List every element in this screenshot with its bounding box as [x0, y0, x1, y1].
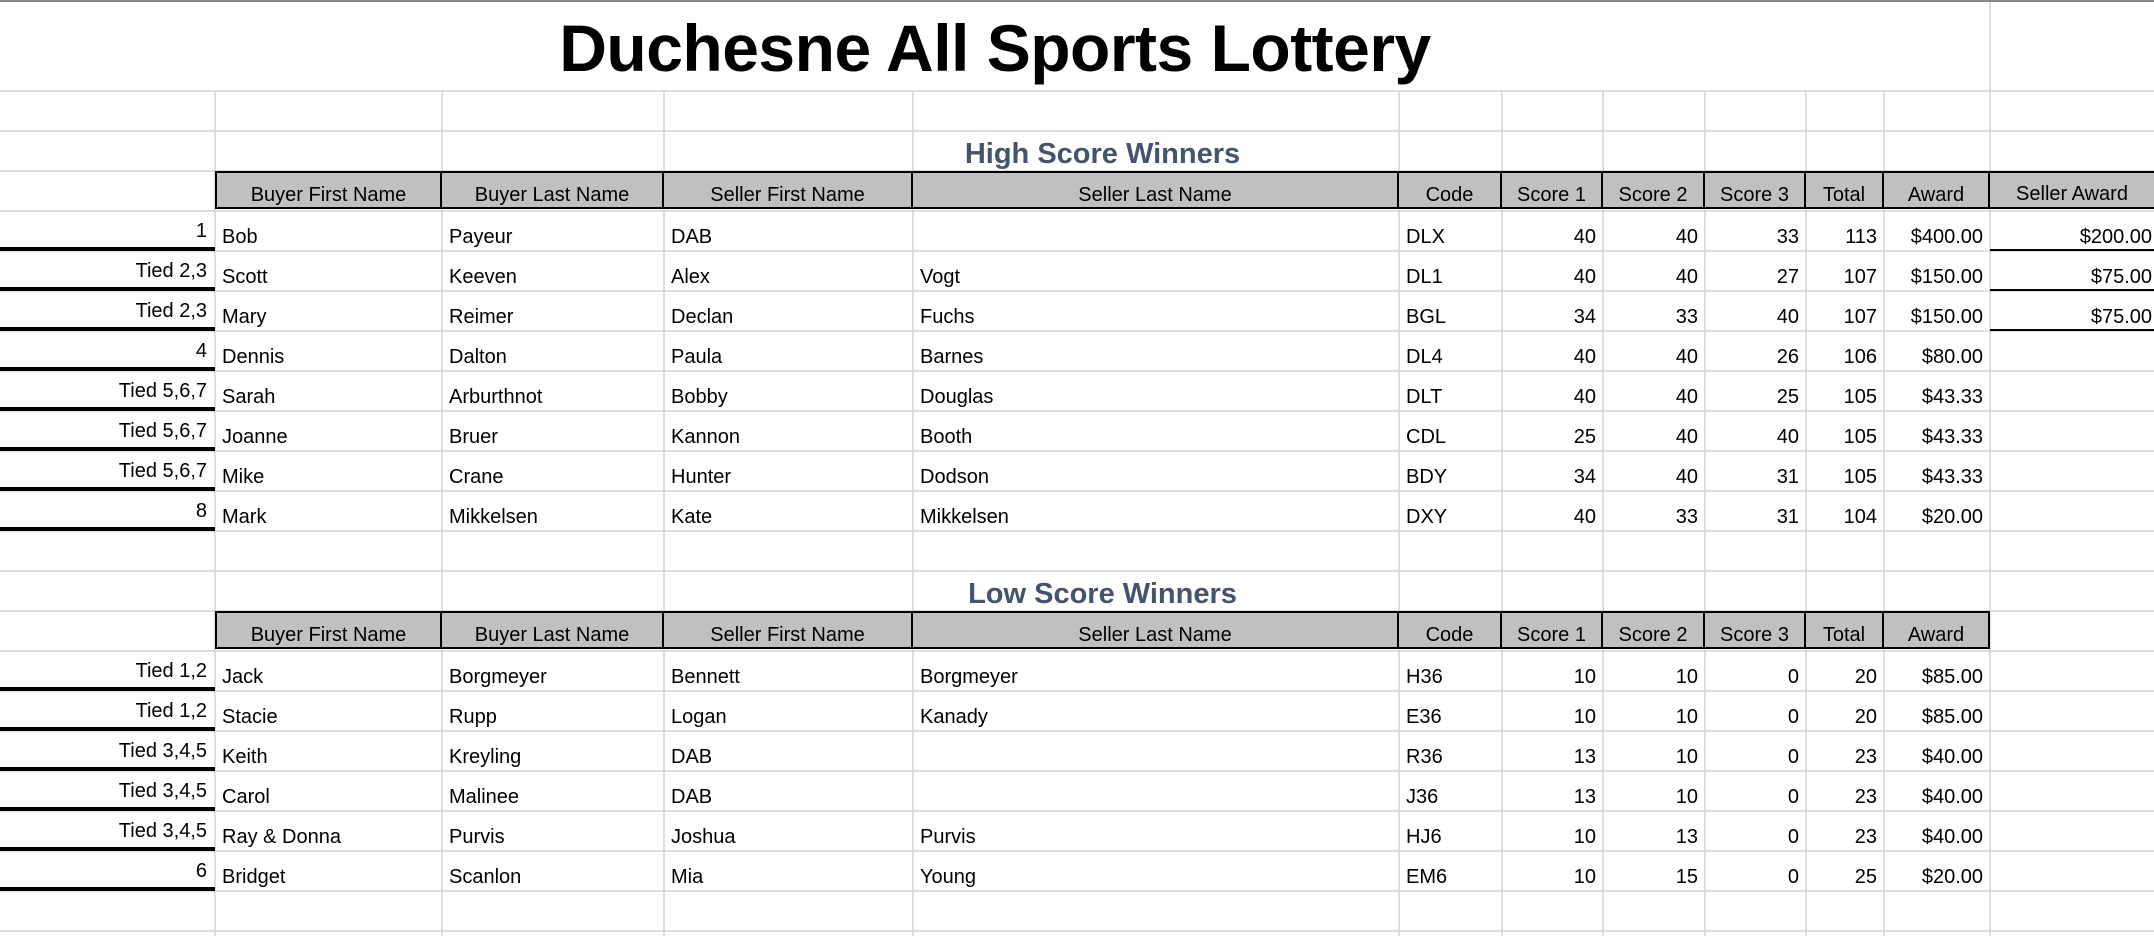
score-1-header: Score 1 — [1502, 613, 1603, 649]
code-cell: H36 — [1406, 666, 1443, 688]
seller-last-name-cell: Mikkelsen — [920, 506, 1009, 528]
rank-label: Tied 2,3 — [0, 251, 215, 291]
seller-first-name-cell: Kannon — [671, 426, 740, 448]
buyer-first-name-cell: Mark — [222, 506, 267, 528]
sheet-title: Duchesne All Sports Lottery — [559, 11, 1431, 85]
seller-last-name-cell: Dodson — [920, 466, 989, 488]
score-2-cell: 33 — [1675, 506, 1698, 528]
code-cell: DL1 — [1406, 266, 1443, 288]
seller-last-name-header: Seller Last Name — [913, 173, 1399, 209]
score-2-header: Score 2 — [1603, 613, 1705, 649]
buyer-last-name-cell: Scanlon — [449, 866, 522, 888]
seller-first-name-header: Seller First Name — [664, 173, 913, 209]
score-3-cell: 31 — [1776, 466, 1799, 488]
score-3-cell: 0 — [1787, 866, 1799, 888]
award-cell: $43.33 — [1921, 426, 1983, 448]
award-header: Award — [1884, 613, 1990, 649]
table-row — [0, 211, 2154, 251]
score-3-cell: 33 — [1776, 226, 1799, 248]
buyer-first-name-cell: Mary — [222, 306, 267, 328]
score-2-cell: 10 — [1675, 706, 1698, 728]
total-header: Total — [1806, 173, 1884, 209]
table-row — [0, 771, 2154, 811]
score-1-cell: 40 — [1573, 346, 1596, 368]
total-cell: 20 — [1854, 706, 1877, 728]
buyer-last-name-cell: Reimer — [449, 306, 514, 328]
score-2-header: Score 2 — [1603, 173, 1705, 209]
rank-label: Tied 3,4,5 — [0, 811, 215, 851]
seller-last-name-cell — [913, 731, 1399, 771]
score-1-cell: 25 — [1573, 426, 1596, 448]
seller-first-name-cell: Paula — [671, 346, 723, 368]
seller-first-name-cell: Bennett — [671, 666, 740, 688]
buyer-last-name-cell: Purvis — [449, 826, 505, 848]
score-2-cell: 10 — [1675, 786, 1698, 808]
score-1-cell: 40 — [1573, 266, 1596, 288]
score-2-cell: 40 — [1675, 226, 1698, 248]
code-header: Code — [1399, 613, 1502, 649]
score-3-cell: 31 — [1776, 506, 1799, 528]
seller-first-name-cell: Logan — [671, 706, 727, 728]
buyer-first-name-cell: Dennis — [222, 346, 285, 368]
buyer-last-name-cell: Keeven — [449, 266, 517, 288]
table-row — [0, 371, 2154, 411]
seller-last-name-cell: Barnes — [920, 346, 984, 368]
high-score-title: High Score Winners — [964, 138, 1241, 170]
buyer-last-name-cell: Kreyling — [449, 746, 522, 768]
score-1-cell: 10 — [1573, 706, 1596, 728]
score-2-cell: 40 — [1675, 426, 1698, 448]
buyer-first-name-cell: Bob — [222, 226, 258, 248]
score-2-cell: 40 — [1675, 346, 1698, 368]
score-1-cell: 40 — [1573, 386, 1596, 408]
buyer-first-name-cell: Jack — [222, 666, 264, 688]
buyer-last-name-cell: Payeur — [449, 226, 513, 248]
seller-first-name-cell: DAB — [671, 746, 713, 768]
total-cell: 105 — [1843, 386, 1877, 408]
score-1-cell: 10 — [1573, 866, 1596, 888]
rank-label: Tied 1,2 — [0, 651, 215, 691]
seller-first-name-cell: Joshua — [671, 826, 736, 848]
buyer-first-name-cell: Scott — [222, 266, 268, 288]
score-2-cell: 40 — [1675, 466, 1698, 488]
table-row — [0, 451, 2154, 491]
rank-label: 6 — [0, 851, 215, 891]
award-cell: $40.00 — [1921, 786, 1983, 808]
award-header: Award — [1884, 173, 1990, 209]
seller-first-name-cell: DAB — [671, 786, 713, 808]
award-cell: $40.00 — [1921, 746, 1983, 768]
total-cell: 107 — [1843, 266, 1877, 288]
code-cell: E36 — [1406, 706, 1442, 728]
seller-last-name-cell: Fuchs — [920, 306, 975, 328]
seller-award-cell: $75.00 — [1990, 251, 2154, 291]
award-cell: $80.00 — [1921, 346, 1983, 368]
score-2-cell: 33 — [1675, 306, 1698, 328]
seller-last-name-header: Seller Last Name — [913, 613, 1399, 649]
award-cell: $20.00 — [1921, 506, 1983, 528]
score-3-cell: 0 — [1787, 826, 1799, 848]
rank-label: Tied 5,6,7 — [0, 411, 215, 451]
seller-first-name-cell: DAB — [671, 226, 713, 248]
seller-award-cell: $200.00 — [1990, 211, 2154, 251]
buyer-first-name-cell: Stacie — [222, 706, 278, 728]
table-row — [0, 691, 2154, 731]
seller-first-name-cell: Declan — [671, 306, 734, 328]
seller-last-name-cell: Booth — [920, 426, 973, 448]
code-cell: HJ6 — [1406, 826, 1442, 848]
award-cell: $40.00 — [1921, 826, 1983, 848]
buyer-first-name-header: Buyer First Name — [215, 173, 442, 209]
rank-label: 1 — [0, 211, 215, 251]
score-1-cell: 34 — [1573, 466, 1596, 488]
total-cell: 25 — [1854, 866, 1877, 888]
total-cell: 23 — [1854, 826, 1877, 848]
buyer-last-name-cell: Crane — [449, 466, 504, 488]
code-cell: R36 — [1406, 746, 1443, 768]
low-header-row — [215, 611, 1990, 649]
buyer-last-name-cell: Borgmeyer — [449, 666, 547, 688]
score-3-cell: 0 — [1787, 786, 1799, 808]
score-2-cell: 10 — [1675, 666, 1698, 688]
total-cell: 104 — [1843, 506, 1877, 528]
seller-last-name-cell: Borgmeyer — [920, 666, 1018, 688]
rank-label: 8 — [0, 491, 215, 531]
rank-label: 4 — [0, 331, 215, 371]
rank-label: Tied 1,2 — [0, 691, 215, 731]
buyer-last-name-cell: Rupp — [449, 706, 497, 728]
seller-award-header: Seller Award — [1990, 171, 2154, 209]
table-row — [0, 411, 2154, 451]
total-cell: 20 — [1854, 666, 1877, 688]
total-cell: 23 — [1854, 746, 1877, 768]
total-cell: 105 — [1843, 466, 1877, 488]
code-header: Code — [1399, 173, 1502, 209]
score-1-cell: 40 — [1573, 506, 1596, 528]
code-cell: EM6 — [1406, 866, 1448, 888]
score-1-cell: 10 — [1573, 666, 1596, 688]
score-3-header: Score 3 — [1705, 613, 1806, 649]
high-header-row — [215, 171, 1990, 209]
buyer-last-name-cell: Mikkelsen — [449, 506, 538, 528]
seller-award-cell: $75.00 — [1990, 291, 2154, 331]
buyer-first-name-cell: Bridget — [222, 866, 286, 888]
score-3-cell: 40 — [1776, 426, 1799, 448]
seller-first-name-cell: Mia — [671, 866, 704, 888]
seller-last-name-cell: Kanady — [920, 706, 988, 728]
buyer-last-name-cell: Dalton — [449, 346, 507, 368]
buyer-last-name-cell: Arburthnot — [449, 386, 543, 408]
total-cell: 113 — [1845, 226, 1877, 248]
award-cell: $150.00 — [1910, 266, 1983, 288]
buyer-first-name-cell: Sarah — [222, 386, 276, 408]
buyer-first-name-cell: Keith — [222, 746, 268, 768]
seller-first-name-cell: Alex — [671, 266, 710, 288]
code-cell: BGL — [1406, 306, 1447, 328]
table-row — [0, 731, 2154, 771]
code-cell: BDY — [1406, 466, 1448, 488]
table-row — [0, 291, 2154, 331]
code-cell: DL4 — [1406, 346, 1443, 368]
buyer-first-name-cell: Ray & Donna — [222, 826, 341, 848]
award-cell: $85.00 — [1921, 706, 1983, 728]
buyer-last-name-cell: Malinee — [449, 786, 520, 808]
seller-last-name-cell — [913, 771, 1399, 811]
total-header: Total — [1806, 613, 1884, 649]
score-3-cell: 27 — [1776, 266, 1799, 288]
code-cell: DLT — [1406, 386, 1443, 408]
award-cell: $20.00 — [1921, 866, 1983, 888]
seller-last-name-cell: Young — [920, 866, 976, 888]
seller-first-name-cell: Hunter — [671, 466, 732, 488]
buyer-last-name-header: Buyer Last Name — [442, 613, 664, 649]
score-3-header: Score 3 — [1705, 173, 1806, 209]
score-3-cell: 26 — [1776, 346, 1799, 368]
seller-last-name-cell: Purvis — [920, 826, 976, 848]
award-cell: $400.00 — [1910, 226, 1983, 248]
rank-label: Tied 2,3 — [0, 291, 215, 331]
seller-last-name-cell: Vogt — [920, 266, 961, 288]
score-2-cell: 40 — [1675, 386, 1698, 408]
score-1-cell: 40 — [1573, 226, 1596, 248]
score-3-cell: 0 — [1787, 666, 1799, 688]
seller-last-name-cell — [913, 211, 1399, 251]
score-3-cell: 40 — [1776, 306, 1799, 328]
buyer-first-name-cell: Carol — [222, 786, 270, 808]
award-cell: $43.33 — [1921, 386, 1983, 408]
buyer-last-name-cell: Bruer — [449, 426, 498, 448]
code-cell: CDL — [1406, 426, 1447, 448]
table-row — [0, 811, 2154, 851]
score-2-cell: 10 — [1675, 746, 1698, 768]
code-cell: J36 — [1406, 786, 1439, 808]
buyer-first-name-header: Buyer First Name — [215, 613, 442, 649]
table-row — [0, 491, 2154, 531]
code-cell: DXY — [1406, 506, 1448, 528]
rank-label: Tied 5,6,7 — [0, 371, 215, 411]
buyer-first-name-cell: Mike — [222, 466, 265, 488]
rank-label: Tied 3,4,5 — [0, 731, 215, 771]
award-cell: $43.33 — [1921, 466, 1983, 488]
score-3-cell: 0 — [1787, 706, 1799, 728]
rank-label: Tied 3,4,5 — [0, 771, 215, 811]
score-1-header: Score 1 — [1502, 173, 1603, 209]
code-cell: DLX — [1406, 226, 1445, 248]
score-1-cell: 34 — [1573, 306, 1596, 328]
total-cell: 107 — [1843, 306, 1877, 328]
total-cell: 105 — [1843, 426, 1877, 448]
seller-first-name-cell: Kate — [671, 506, 713, 528]
score-1-cell: 13 — [1573, 786, 1596, 808]
table-row — [0, 251, 2154, 291]
seller-last-name-cell: Douglas — [920, 386, 994, 408]
score-1-cell: 10 — [1573, 826, 1596, 848]
score-2-cell: 40 — [1675, 266, 1698, 288]
buyer-last-name-header: Buyer Last Name — [442, 173, 664, 209]
seller-first-name-cell: Bobby — [671, 386, 728, 408]
total-cell: 106 — [1843, 346, 1877, 368]
score-2-cell: 13 — [1675, 826, 1698, 848]
award-cell: $85.00 — [1921, 666, 1983, 688]
award-cell: $150.00 — [1910, 306, 1983, 328]
seller-first-name-header: Seller First Name — [664, 613, 913, 649]
score-3-cell: 25 — [1776, 386, 1799, 408]
table-row — [0, 851, 2154, 891]
rank-label: Tied 5,6,7 — [0, 451, 215, 491]
score-3-cell: 0 — [1787, 746, 1799, 768]
table-row — [0, 651, 2154, 691]
score-2-cell: 15 — [1675, 866, 1698, 888]
table-row — [0, 331, 2154, 371]
buyer-first-name-cell: Joanne — [222, 426, 288, 448]
total-cell: 23 — [1854, 786, 1877, 808]
score-1-cell: 13 — [1573, 746, 1596, 768]
low-score-title: Low Score Winners — [968, 578, 1237, 610]
